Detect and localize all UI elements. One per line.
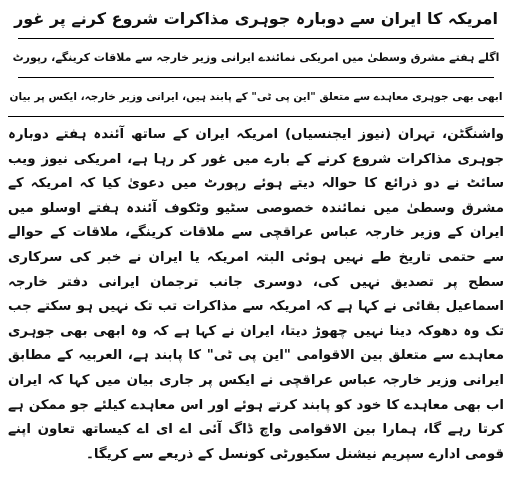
sub-headline-2: ابھی بھی جوہری معاہدے سے متعلق "این پی ٹی" کے پابند ہیں، ایرانی وزیر خارجہ، ایکس پر بیان xyxy=(9,91,503,103)
article-body: واشنگٹن، تہران (نیوز ایجنسیاں) امریکہ ایران کے ساتھ آئندہ ہفتے دوبارہ جوہری مذاکرات شروع کرنے کے بارے میں غور کر رہا ہے، امریکی نیوز ویب سائٹ نے دو ذرائع کا حوالہ دیتے ہوئے رپورٹ میں دعویٰ کیا کہ امریکہ کے مشرق وسطیٰ میں نمائندہ خصوصی سٹیو وٹکوف آئندہ ہفتے اوسلو میں ایران کے وزیر خارجہ عباس عراقچی سے ملاقات کرینگے، ملاقات کے حوالے سے حتمی تاریخ طے نہیں ہوئی البتہ امریکہ یا ایران نے خبر کی سرکاری سطح پر تصدیق نہیں کی، دوسری جانب ترجمان ایرانی دفتر خارجہ اسماعیل بقائی نے کہا ہے کہ امریکہ سے مذاکرات تب تک نہیں ہو سکتے جب تک وہ دھوکہ دینا نہیں چھوڑ دیتا، ایران نے کہا ہے کہ وہ ابھی بھی جوہری معاہدے سے متعلق بین الاقوامی "این پی ٹی" کا پابند ہے، العربیہ کے مطابق ایرانی وزیر خارجہ عباس عراقچی نے ایکس پر جاری بیان میں کہا کہ ایران اب بھی معاہدے کا خود کو پابند کرتے ہوئے اور اس معاہدے کیلئے جو ممکن ہے کرتا رہے گا، ہمارا بین الاقوامی واچ ڈاگ آئی اے ای اے کیساتھ تعاون اپنے قومی ادارے سپریم نیشنل سکیورٹی کونسل کے ذریعے سے کریگا۔ xyxy=(8,127,504,462)
headline-divider xyxy=(18,77,494,78)
sub-headline-1: اگلے ہفتے مشرق وسطیٰ میں امریکی نمائندے ایرانی وزیر خارجہ سے ملاقات کرینگے، رپورٹ xyxy=(12,51,500,64)
headline-block xyxy=(8,6,504,117)
headline-divider xyxy=(18,38,494,39)
main-headline: امریکہ کا ایران سے دوبارہ جوہری مذاکرات شروع کرنے پر غور xyxy=(14,9,498,28)
